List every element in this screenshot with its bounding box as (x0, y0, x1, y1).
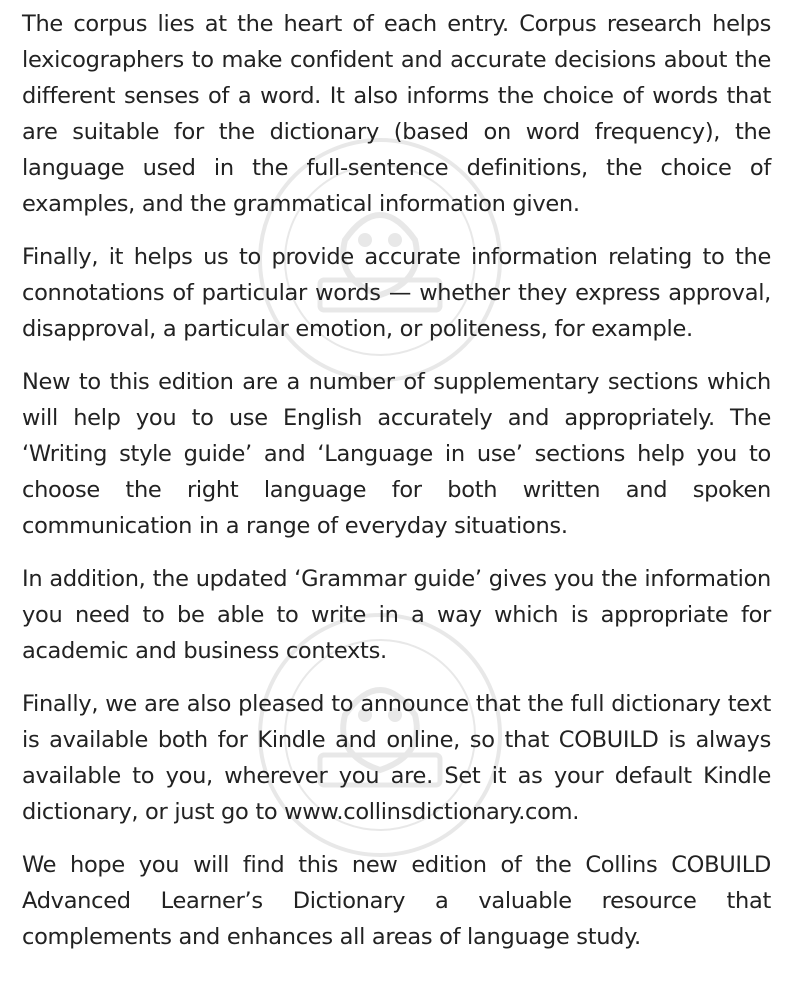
paragraph-supplementary-sections: New to this edition are a number of supplementary sections which will help you to use English accurately and appropriately. The ‘Writing style guide’ and ‘Language in use’ sections help you to choose the right language for both written and spoken communication in a range of everyday situations. (22, 369, 771, 539)
paragraph-grammar-guide: In addition, the updated ‘Grammar guide’ gives you the information you need to be able to write in a way which is appropriate for academic and business contexts. (22, 566, 771, 664)
document-body (22, 6, 771, 955)
paragraph-connotations: Finally, it helps us to provide accurate information relating to the connotations of particular words — whether they express approval, disapproval, a particular emotion, or politeness, for example. (22, 244, 771, 342)
paragraph-closing: We hope you will find this new edition of the Collins COBUILD Advanced Learner’s Dictionary a valuable resource that complements and enhances all areas of language study. (22, 852, 771, 950)
paragraph-corpus: The corpus lies at the heart of each entry. Corpus research helps lexicographers to make confident and accurate decisions about the different senses of a word. It also informs the choice of words that are suitable for the dictionary (based on word frequency), the language used in the full-sentence definitions, the choice of examples, and the grammatical information given. (22, 11, 771, 217)
paragraph-kindle-online: Finally, we are also pleased to announce that the full dictionary text is available both for Kindle and online, so that COBUILD is always available to you, wherever you are. Set it as your default Kindle dictionary, or just go to www.collinsdictionary.com. (22, 691, 771, 825)
